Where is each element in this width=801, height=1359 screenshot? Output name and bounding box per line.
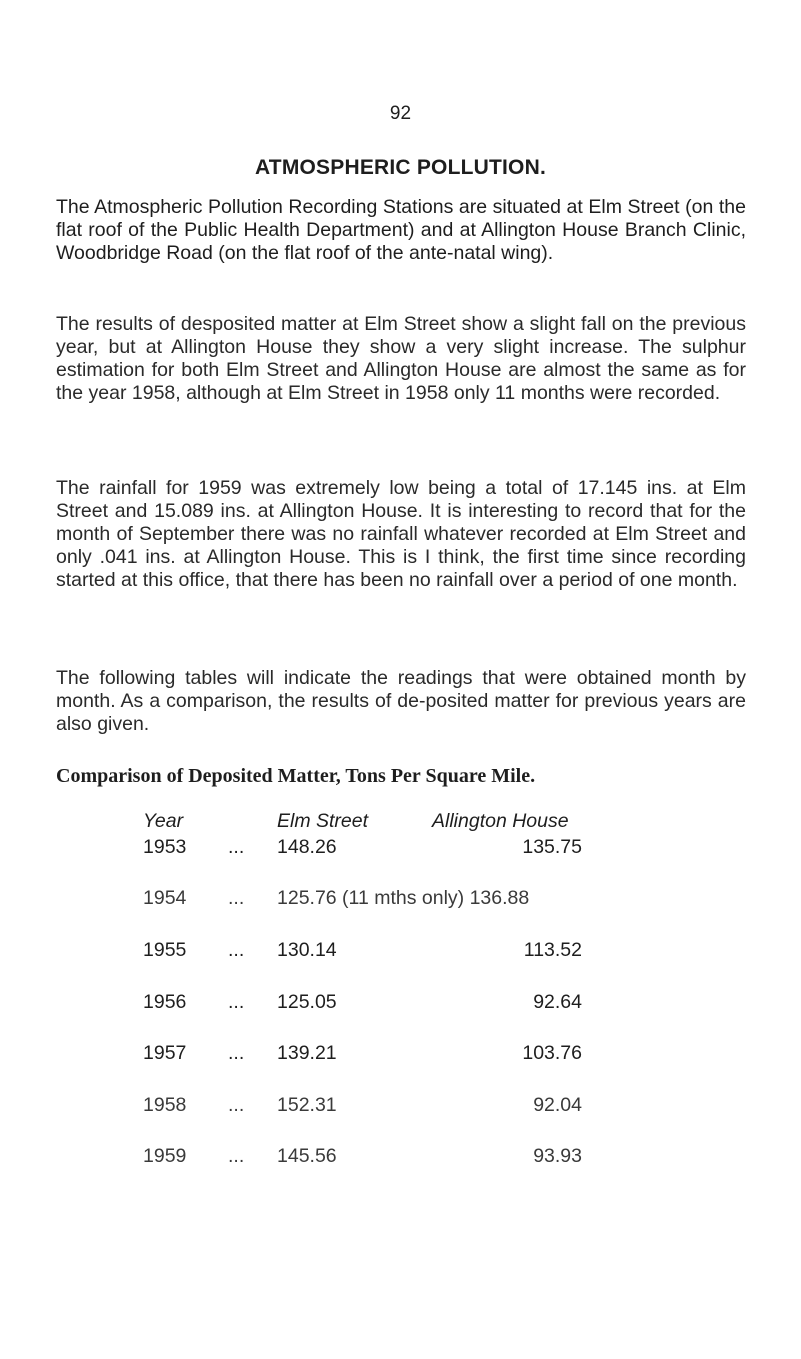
elm-street-cell: 145.56 bbox=[277, 1145, 337, 1167]
leader-dots: ... bbox=[228, 1042, 245, 1064]
leader-dots: ... bbox=[228, 1094, 245, 1116]
year-cell: 1955 bbox=[143, 939, 187, 961]
year-cell: 1954 bbox=[143, 887, 187, 909]
elm-street-cell: 125.05 bbox=[277, 991, 337, 1013]
table-title: Comparison of Deposited Matter, Tons Per Square Mile. bbox=[56, 765, 536, 787]
allington-house-cell: 113.52 bbox=[523, 939, 582, 961]
elm-street-cell: 139.21 bbox=[277, 1042, 337, 1064]
table-row bbox=[0, 836, 801, 860]
leader-dots: ... bbox=[228, 991, 245, 1013]
allington-house-cell: 135.75 bbox=[522, 836, 582, 858]
table-row bbox=[0, 1094, 801, 1118]
year-cell: 1957 bbox=[143, 1042, 187, 1064]
page-number: 92 bbox=[389, 103, 412, 124]
column-header-allington-house: Allington House bbox=[432, 810, 569, 832]
elm-street-cell: 130.14 bbox=[277, 939, 337, 961]
allington-house-cell: 103.76 bbox=[522, 1042, 582, 1064]
paragraph-rainfall: The rainfall for 1959 was extremely low being a total of 17.145 ins. at Elm Street and 15.089 ins. at Allington House. It is interesting to record that for the month of September there was no rainfall whatever recorded at Elm Street and only .041 ins. at Allington House. This is I think, the first time since recording started at this office, that there has been no rainfall over a period of one month. bbox=[56, 477, 746, 591]
year-cell: 1958 bbox=[143, 1094, 187, 1116]
allington-house-cell: 92.04 bbox=[533, 1094, 582, 1116]
column-header-year: Year bbox=[143, 810, 184, 832]
year-cell: 1953 bbox=[143, 836, 187, 858]
paragraph-stations: The Atmospheric Pollution Recording Stations are situated at Elm Street (on the flat roof of the Public Health Department) and at Allington House Branch Clinic, Woodbridge Road (on the flat roof of the ante-natal wing). bbox=[56, 196, 746, 264]
leader-dots: ... bbox=[228, 939, 245, 961]
paragraph-results: The results of desposited matter at Elm Street show a slight fall on the previous year, but at Allington House they show a very slight increase. The sulphur estimation for both Elm Street and Allington House are almost the same as for the year 1958, although at Elm Street in 1958 only 11 months were recorded. bbox=[56, 313, 746, 404]
elm-street-cell: 152.31 bbox=[277, 1094, 337, 1116]
paragraph-tables-intro: The following tables will indicate the readings that were obtained month by month. As a comparison, the results of de-posited matter for previous years are also given. bbox=[56, 667, 746, 735]
page-title: ATMOSPHERIC POLLUTION. bbox=[254, 156, 546, 179]
allington-house-cell: 92.64 bbox=[533, 991, 582, 1013]
table-row bbox=[0, 1145, 801, 1169]
elm-street-cell: 148.26 bbox=[277, 836, 337, 858]
table-row bbox=[0, 991, 801, 1015]
table-row bbox=[0, 887, 801, 911]
allington-house-cell: 93.93 bbox=[533, 1145, 582, 1167]
year-cell: 1959 bbox=[143, 1145, 187, 1167]
table-row bbox=[0, 939, 801, 963]
leader-dots: ... bbox=[228, 1145, 245, 1167]
elm-street-partial-cell: 125.76 (11 mths only) 136.88 bbox=[277, 887, 530, 909]
year-cell: 1956 bbox=[143, 991, 187, 1013]
leader-dots: ... bbox=[228, 836, 245, 858]
table-row bbox=[0, 1042, 801, 1066]
leader-dots: ... bbox=[228, 887, 245, 909]
column-header-elm-street: Elm Street bbox=[277, 810, 369, 832]
